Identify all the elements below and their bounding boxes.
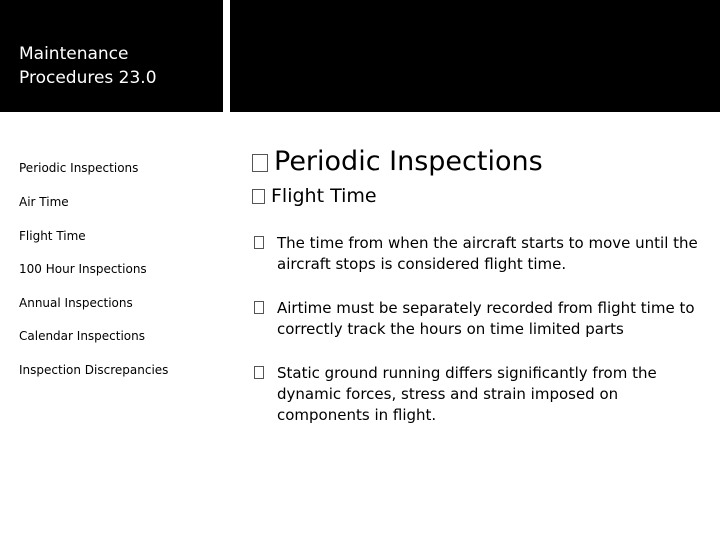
bullet-text: The time from when the aircraft starts to move until the aircraft stops is considered flight time. (277, 234, 698, 273)
header-bar-left (0, 0, 223, 112)
sidebar-item-annual-inspections[interactable]: Annual Inspections (19, 296, 133, 310)
bullet-box-icon (254, 236, 264, 249)
presentation-title: Maintenance Procedures 23.0 (19, 44, 157, 88)
bullet-box-icon (252, 189, 265, 204)
bullet-item (252, 298, 712, 340)
sidebar-item-flight-time[interactable]: Flight Time (19, 229, 86, 243)
slide-heading (252, 146, 543, 177)
bullet-text: Airtime must be separately recorded from flight time to correctly track the hours on time limited parts (277, 299, 695, 338)
sidebar-item-100-hour-inspections[interactable]: 100 Hour Inspections (19, 262, 147, 276)
header-bar-right (230, 0, 720, 112)
sidebar-item-calendar-inspections[interactable]: Calendar Inspections (19, 329, 146, 343)
slide-heading-text: Periodic Inspections (274, 146, 543, 177)
bullet-box-icon (252, 154, 268, 172)
bullet-box-icon (254, 301, 264, 314)
bullet-box-icon (254, 366, 264, 379)
bullet-text: Static ground running differs significantly from the dynamic forces, stress and strain imposed on components in flight. (277, 364, 657, 424)
sidebar-item-inspection-discrepancies[interactable]: Inspection Discrepancies (19, 363, 169, 377)
sidebar-item-air-time[interactable]: Air Time (19, 195, 69, 209)
slide-subheading-text: Flight Time (271, 185, 377, 207)
bullet-item (252, 363, 712, 426)
bullet-item (252, 233, 712, 275)
slide-subheading (252, 185, 377, 207)
sidebar-item-periodic-inspections[interactable]: Periodic Inspections (19, 161, 139, 175)
